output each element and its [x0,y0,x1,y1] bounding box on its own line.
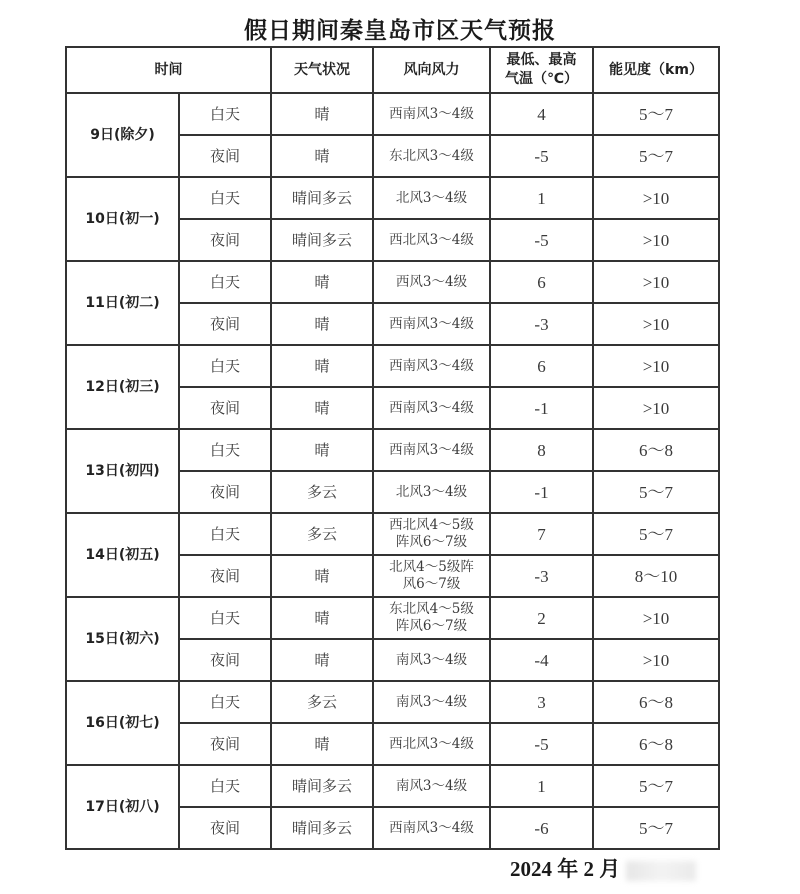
table-row [66,177,719,219]
visibility-cell: >10 [593,597,719,639]
period-cell: 夜间 [179,471,271,513]
day-date-cell: 9日(除夕) [66,93,179,177]
blurred-day-redaction [626,861,696,881]
visibility-cell: 6～8 [593,723,719,765]
visibility-cell: >10 [593,345,719,387]
wind-line2: 风6～7级 [402,576,461,592]
table-row [66,93,719,135]
temp-cell: -1 [490,471,593,513]
visibility-cell: >10 [593,387,719,429]
wind-line2: 阵风6～7级 [395,534,468,550]
document-title: 假日期间秦皇岛市区天气预报 [244,18,556,44]
weather-cell: 晴 [271,93,373,135]
day-date-cell: 16日(初七) [66,681,179,765]
visibility-cell: 5～7 [593,513,719,555]
period-cell: 夜间 [179,135,271,177]
table-row [66,513,719,555]
wind-cell: 南风3～4级 [373,765,490,807]
temp-cell: 4 [490,93,593,135]
wind-line1: 西北风4～5级 [389,517,474,533]
wind-cell [373,513,490,555]
wind-cell: 西南风3～4级 [373,345,490,387]
visibility-cell: 6～8 [593,429,719,471]
visibility-cell: 5～7 [593,471,719,513]
period-cell: 白天 [179,765,271,807]
period-cell: 白天 [179,429,271,471]
period-cell: 夜间 [179,723,271,765]
wind-cell: 西南风3～4级 [373,429,490,471]
weather-cell: 晴 [271,429,373,471]
period-cell: 白天 [179,93,271,135]
temp-cell: 6 [490,261,593,303]
period-cell: 白天 [179,261,271,303]
header-temp-line2: 气温（℃） [505,71,578,87]
header-weather: 天气状况 [271,47,373,93]
wind-cell [373,597,490,639]
day-date-cell: 10日(初一) [66,177,179,261]
weather-cell: 晴 [271,387,373,429]
weather-cell: 晴间多云 [271,765,373,807]
visibility-cell: 5～7 [593,93,719,135]
wind-cell: 北风3～4级 [373,471,490,513]
table-row [66,345,719,387]
day-date-cell: 14日(初五) [66,513,179,597]
header-time: 时间 [66,47,271,93]
header-temp [490,47,593,93]
table-row [66,261,719,303]
temp-cell: -5 [490,219,593,261]
temp-cell: 6 [490,345,593,387]
header-temp-line1: 最低、最高 [506,52,577,68]
period-cell: 白天 [179,513,271,555]
temp-cell: 3 [490,681,593,723]
visibility-cell: >10 [593,177,719,219]
day-date-cell: 15日(初六) [66,597,179,681]
temp-cell: -6 [490,807,593,849]
visibility-cell: 8～10 [593,555,719,597]
temp-cell: -5 [490,135,593,177]
day-date-cell: 12日(初三) [66,345,179,429]
temp-cell: -5 [490,723,593,765]
visibility-cell: 5～7 [593,765,719,807]
weather-cell: 晴间多云 [271,219,373,261]
wind-cell [373,555,490,597]
period-cell: 夜间 [179,807,271,849]
weather-cell: 晴 [271,303,373,345]
temp-cell: 2 [490,597,593,639]
table-body [66,93,719,849]
temp-cell: -3 [490,303,593,345]
weather-cell: 晴 [271,723,373,765]
wind-cell: 东北风3～4级 [373,135,490,177]
visibility-cell: >10 [593,639,719,681]
table-row [66,429,719,471]
weather-cell: 多云 [271,513,373,555]
period-cell: 白天 [179,597,271,639]
table-row [66,681,719,723]
day-date-cell: 11日(初二) [66,261,179,345]
wind-line1: 北风4～5级阵 [389,559,474,575]
temp-cell: 8 [490,429,593,471]
weather-cell: 晴 [271,639,373,681]
period-cell: 白天 [179,345,271,387]
wind-cell: 西南风3～4级 [373,807,490,849]
weather-cell: 多云 [271,471,373,513]
weather-forecast-table [65,46,720,850]
weather-cell: 晴 [271,345,373,387]
wind-line1: 东北风4～5级 [389,601,474,617]
header-visibility: 能见度（km） [593,47,719,93]
temp-cell: 1 [490,177,593,219]
wind-cell: 西风3～4级 [373,261,490,303]
temp-cell: -4 [490,639,593,681]
period-cell: 白天 [179,177,271,219]
visibility-cell: >10 [593,303,719,345]
table-header-row [66,47,719,93]
period-cell: 夜间 [179,387,271,429]
period-cell: 夜间 [179,303,271,345]
weather-cell: 晴 [271,135,373,177]
wind-cell: 西南风3～4级 [373,93,490,135]
weather-cell: 晴 [271,261,373,303]
weather-cell: 多云 [271,681,373,723]
temp-cell: -1 [490,387,593,429]
wind-line2: 阵风6～7级 [395,618,468,634]
period-cell: 夜间 [179,219,271,261]
wind-cell: 西南风3～4级 [373,303,490,345]
visibility-cell: 6～8 [593,681,719,723]
weather-cell: 晴 [271,597,373,639]
wind-cell: 西北风3～4级 [373,723,490,765]
period-cell: 夜间 [179,639,271,681]
temp-cell: 1 [490,765,593,807]
day-date-cell: 17日(初八) [66,765,179,849]
wind-cell: 北风3～4级 [373,177,490,219]
table-row [66,597,719,639]
visibility-cell: 5～7 [593,807,719,849]
table-row [66,765,719,807]
weather-cell: 晴间多云 [271,807,373,849]
footer-date-text: 2024 年 2 月 [510,857,621,881]
visibility-cell: >10 [593,219,719,261]
wind-cell: 南风3～4级 [373,639,490,681]
temp-cell: 7 [490,513,593,555]
visibility-cell: >10 [593,261,719,303]
visibility-cell: 5～7 [593,135,719,177]
wind-cell: 西北风3～4级 [373,219,490,261]
footer-date [510,853,696,883]
temp-cell: -3 [490,555,593,597]
day-date-cell: 13日(初四) [66,429,179,513]
period-cell: 白天 [179,681,271,723]
weather-cell: 晴间多云 [271,177,373,219]
wind-cell: 西南风3～4级 [373,387,490,429]
weather-cell: 晴 [271,555,373,597]
wind-cell: 南风3～4级 [373,681,490,723]
header-wind: 风向风力 [373,47,490,93]
period-cell: 夜间 [179,555,271,597]
